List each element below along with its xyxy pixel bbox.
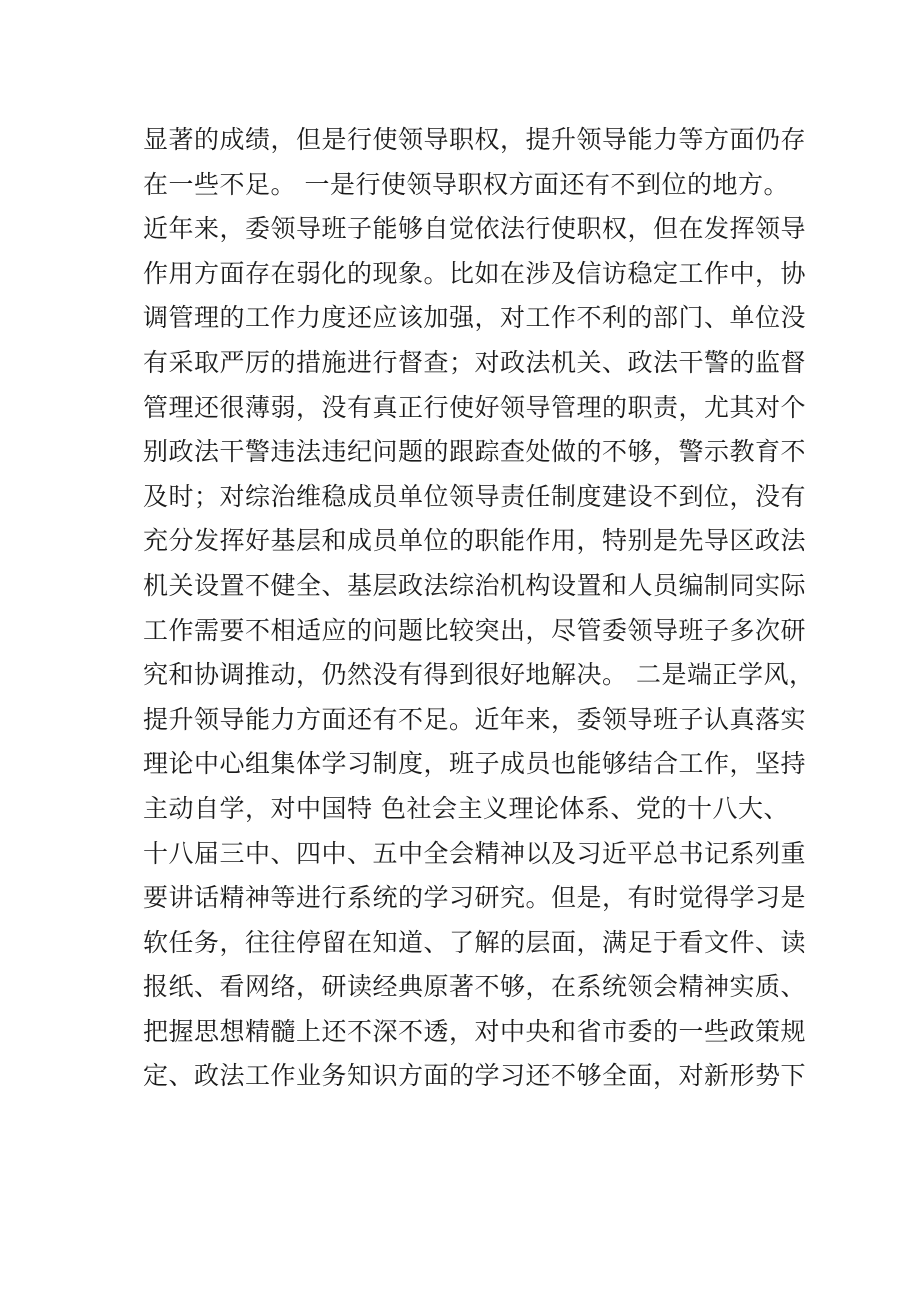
text-line-8: 别政法干警违法违纪问题的跟踪查处做的不够，警示教育不: [143, 437, 807, 467]
text-line-13: 究和协调推动，仍然没有得到很好地解决。 二是端正学风，: [143, 660, 815, 690]
text-line-19: 软任务，往往停留在知道、了解的层面，满足于看文件、读: [143, 927, 807, 957]
text-line-11: 机关设置不健全、基层政法综治机构设置和人员编制同实际: [143, 570, 807, 600]
text-line-12: 工作需要不相适应的问题比较突出，尽管委领导班子多次研: [143, 615, 807, 645]
text-line-17: 十八届三中、四中、五中全会精神以及习近平总书记系列重: [143, 838, 807, 868]
text-line-2: 在一些不足。 一是行使领导职权方面还有不到位的地方。: [143, 169, 789, 199]
text-line-20: 报纸、看网络，研读经典原著不够，在系统领会精神实质、: [143, 972, 807, 1002]
text-line-6: 有采取严厉的措施进行督查；对政法机关、政法干警的监督: [143, 347, 807, 377]
text-line-7: 管理还很薄弱，没有真正行使好领导管理的职责，尤其对个: [143, 392, 807, 422]
text-line-18: 要讲话精神等进行系统的学习研究。但是，有时觉得学习是: [143, 883, 807, 913]
body-paragraph: [143, 118, 815, 1099]
text-line-9: 及时；对综治维稳成员单位领导责任制度建设不到位，没有: [143, 481, 807, 511]
text-line-14: 提升领导能力方面还有不足。近年来，委领导班子认真落实: [143, 704, 807, 734]
text-line-21: 把握思想精髓上还不深不透，对中央和省市委的一些政策规: [143, 1016, 807, 1046]
text-line-1: 显著的成绩，但是行使领导职权，提升领导能力等方面仍存: [143, 125, 807, 154]
text-line-22: 定、政法工作业务知识方面的学习还不够全面，对新形势下: [143, 1061, 807, 1091]
text-line-4: 作用方面存在弱化的现象。比如在涉及信访稳定工作中，协: [143, 258, 807, 288]
text-line-15: 理论中心组集体学习制度，班子成员也能够结合工作，坚持: [143, 749, 807, 779]
text-line-10: 充分发挥好基层和成员单位的职能作用，特别是先导区政法: [143, 526, 807, 556]
text-line-16: 主动自学，对中国特 色社会主义理论体系、党的十八大、: [143, 793, 789, 823]
text-line-5: 调管理的工作力度还应该加强，对工作不利的部门、单位没: [143, 303, 807, 333]
text-line-3: 近年来，委领导班子能够自觉依法行使职权，但在发挥领导: [143, 214, 807, 244]
